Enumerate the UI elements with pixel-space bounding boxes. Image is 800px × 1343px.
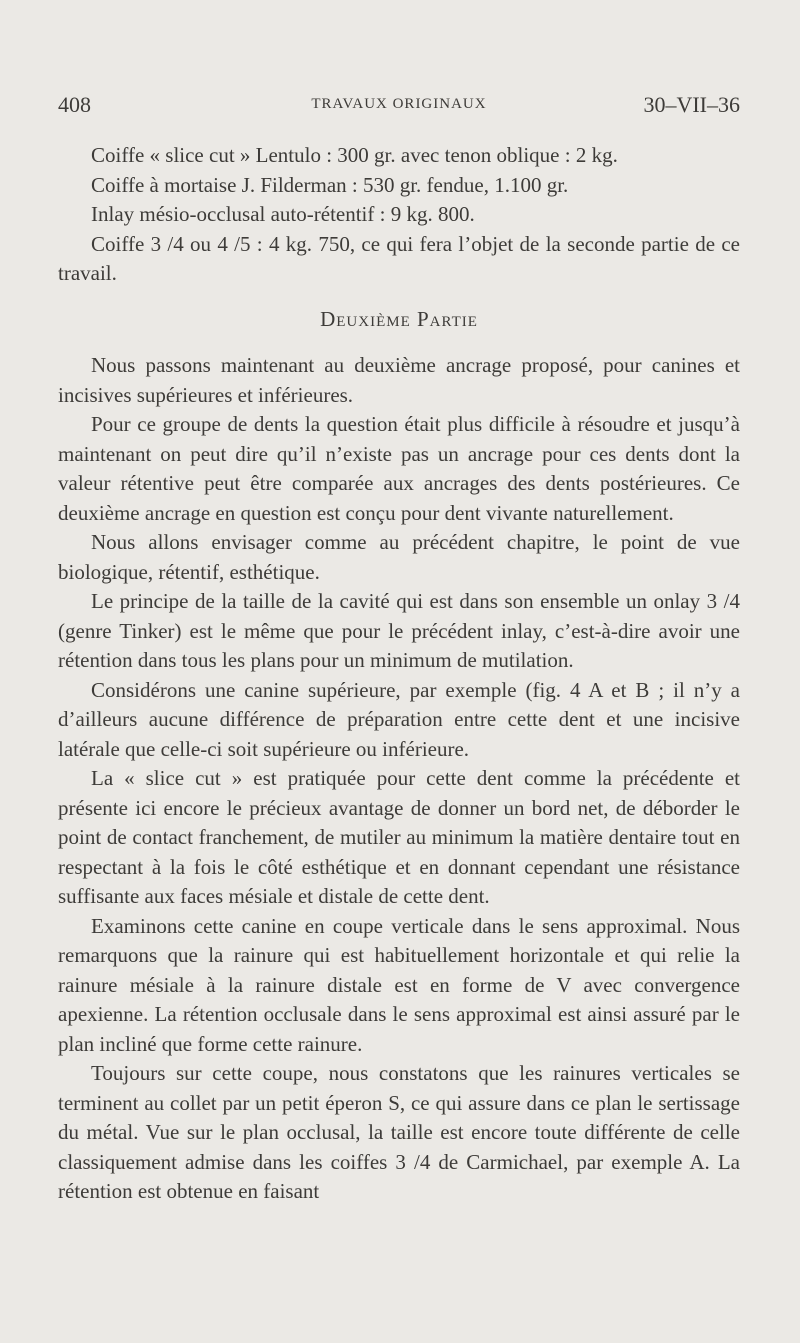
paragraph: Nous passons maintenant au deuxième ancrage proposé, pour canines et incisives supérieures et inférieures. (58, 353, 740, 407)
paragraph: Considérons une canine supérieure, par exemple (fig. 4 A et B ; il n’y a d’ailleurs aucune différence de préparation entre cette dent et une incisive latérale que celle-ci soit supérieure ou inférieure. (58, 677, 740, 761)
paragraph: La « slice cut » est pratiquée pour cette dent comme la précédente et présente ici encore le précieux avantage de donner un bord net, de déborder le point de contact franchement, de mutiler au minimum la matière dentaire tout en respectant à la fois le côté esthétique et en donnant cependant une résistance suffisante aux faces mésiale et distale de cette dent. (58, 766, 740, 908)
spec-line: Coiffe 3 /4 ou 4 /5 : 4 kg. 750, ce qui fera l’objet de la seconde partie de ce travail. (58, 231, 740, 285)
spec-line: Inlay mésio-occlusal auto-rétentif : 9 kg. 800. (91, 202, 475, 226)
article-body (58, 141, 740, 1207)
paragraph: Nous allons envisager comme au précédent chapitre, le point de vue biologique, rétentif, esthétique. (58, 530, 740, 584)
section-title: Deuxième Partie (320, 306, 478, 331)
spec-line: Coiffe « slice cut » Lentulo : 300 gr. avec tenon oblique : 2 kg. (91, 143, 618, 167)
paragraph: Pour ce groupe de dents la question était plus difficile à résoudre et jusqu’à maintenant on peut dire qu’il n’existe pas un ancrage pour ces dents dont la valeur rétentive peut être comparée aux ancrages des dents postérieures. Ce deuxième ancrage en question est conçu pour dent vivante naturellement. (58, 412, 740, 525)
running-title: TRAVAUX ORIGINAUX (311, 96, 487, 112)
paragraph: Le principe de la taille de la cavité qui est dans son ensemble un onlay 3 /4 (genre Tinker) est le même que pour le précédent inlay, c’est-à-dire avoir une rétention dans tous les plans pour un minimum de mutilation. (58, 589, 740, 672)
paragraph: Examinons cette canine en coupe verticale dans le sens approximal. Nous remarquons que la rainure qui est habituellement horizontale et qui relie la rainure mésiale à la rainure distale est en forme de V avec convergence apexienne. La rétention occlusale dans le sens approximal est ainsi assuré par le plan incliné que forme cette rainure. (58, 913, 740, 1056)
issue-date: 30–VII–36 (643, 92, 740, 117)
page-number: 408 (58, 92, 91, 117)
paragraph: Toujours sur cette coupe, nous constatons que les rainures verticales se terminent au collet par un petit éperon S, ce qui assure dans ce plan le sertissage du métal. Vue sur le plan occlusal, la taille est encore toute différente de celle classiquement admise dans les coiffes 3 /4 de Carmichael, par exemple A. La rétention est obtenue en faisant (58, 1061, 740, 1203)
page-header (58, 92, 740, 122)
spec-line: Coiffe à mortaise J. Filderman : 530 gr. fendue, 1.100 gr. (91, 172, 569, 197)
